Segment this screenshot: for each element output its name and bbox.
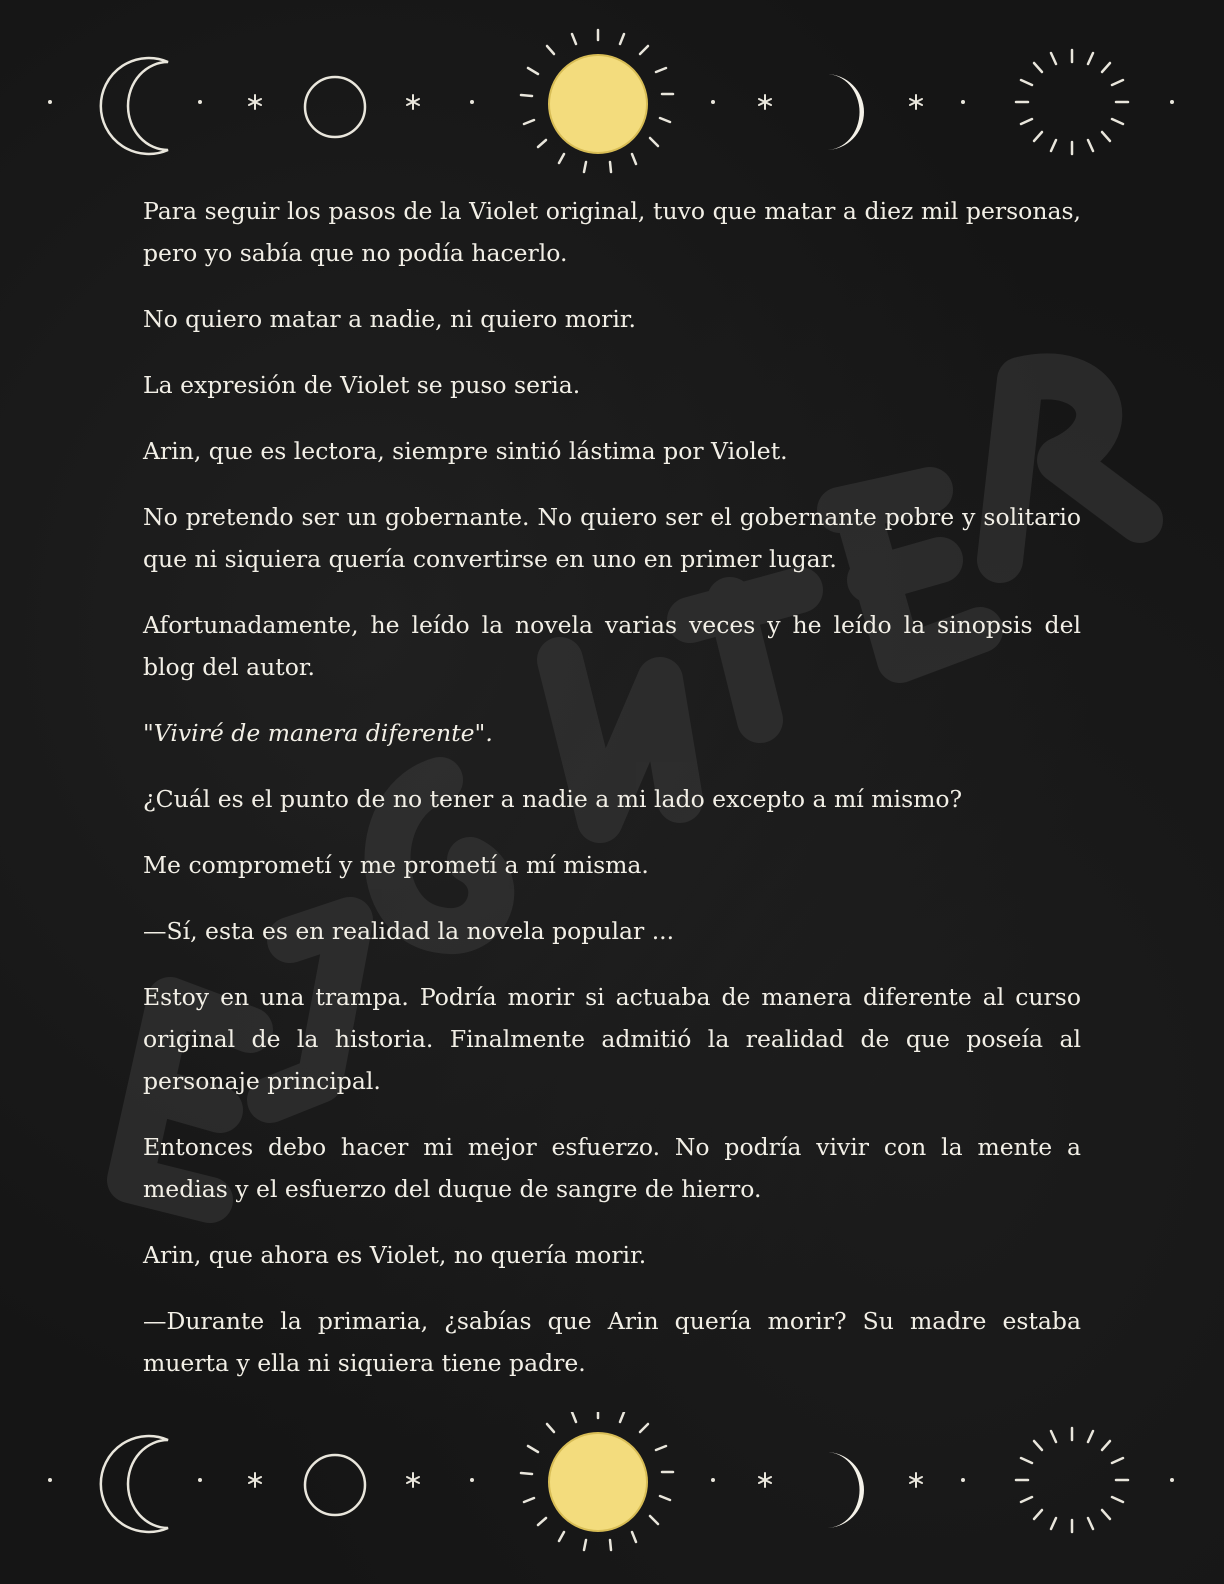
dot-icon bbox=[711, 100, 715, 104]
crescent-moon-icon bbox=[826, 74, 864, 150]
paragraph: Estoy en una trampa. Podría morir si actuaba de manera diferente al curso original de la historia. Finalmente admitió la realidad de que poseía al personaje principal. bbox=[143, 983, 1081, 1095]
paragraph: —Sí, esta es en realidad la novela popular ... bbox=[143, 917, 675, 945]
italic-quote: "Viviré de manera diferente". bbox=[143, 719, 493, 747]
paragraph: Afortunadamente, he leído la novela varias veces y he leído la sinopsis del blog del autor. bbox=[143, 611, 1081, 681]
star-icon bbox=[759, 1473, 771, 1487]
dot-icon bbox=[961, 100, 965, 104]
paragraph: Arin, que ahora es Violet, no quería morir. bbox=[143, 1241, 647, 1269]
star-icon bbox=[407, 1473, 419, 1487]
paragraph: No quiero matar a nadie, ni quiero morir. bbox=[143, 305, 636, 333]
moon-crescent-icon bbox=[101, 1436, 168, 1532]
document-body bbox=[143, 190, 1081, 1408]
dot-icon bbox=[961, 1478, 965, 1482]
full-moon-outline-icon bbox=[305, 77, 365, 137]
full-moon-outline-icon bbox=[305, 1455, 365, 1515]
dot-icon bbox=[198, 1478, 202, 1482]
star-icon bbox=[759, 95, 771, 109]
top-celestial-ornament bbox=[0, 22, 1224, 182]
paragraph: Me comprometí y me prometí a mí misma. bbox=[143, 851, 649, 879]
dot-icon bbox=[1170, 1478, 1174, 1482]
moon-crescent-icon bbox=[101, 58, 168, 154]
paragraph: No pretendo ser un gobernante. No quiero ser el gobernante pobre y solitario que ni siquiera quería convertirse en uno en primer lugar. bbox=[143, 503, 1081, 573]
sunburst-icon bbox=[1016, 50, 1128, 154]
dot-icon bbox=[198, 100, 202, 104]
dot-icon bbox=[48, 1478, 52, 1482]
dot-icon bbox=[1170, 100, 1174, 104]
star-icon bbox=[249, 1473, 261, 1487]
sunburst-icon bbox=[1016, 1428, 1128, 1532]
paragraph: La expresión de Violet se puso seria. bbox=[143, 371, 581, 399]
sun-icon bbox=[521, 1412, 673, 1550]
paragraph: Entonces debo hacer mi mejor esfuerzo. No podría vivir con la mente a medias y el esfuerzo del duque de sangre de hierro. bbox=[143, 1133, 1081, 1203]
paragraph: —Durante la primaria, ¿sabías que Arin quería morir? Su madre estaba muerta y ella ni siquiera tiene padre. bbox=[143, 1307, 1081, 1377]
star-icon bbox=[910, 95, 922, 109]
star-icon bbox=[407, 95, 419, 109]
paragraph: ¿Cuál es el punto de no tener a nadie a mi lado excepto a mí mismo? bbox=[143, 785, 963, 813]
sun-icon bbox=[521, 30, 673, 172]
dot-icon bbox=[470, 1478, 474, 1482]
dot-icon bbox=[48, 100, 52, 104]
crescent-moon-icon bbox=[826, 1452, 864, 1528]
paragraph: Arin, que es lectora, siempre sintió lástima por Violet. bbox=[143, 437, 788, 465]
dot-icon bbox=[470, 100, 474, 104]
bottom-celestial-ornament bbox=[0, 1412, 1224, 1572]
star-icon bbox=[910, 1473, 922, 1487]
dot-icon bbox=[711, 1478, 715, 1482]
paragraph: Para seguir los pasos de la Violet original, tuvo que matar a diez mil personas, pero yo sabía que no podía hacerlo. bbox=[143, 197, 1081, 267]
star-icon bbox=[249, 95, 261, 109]
